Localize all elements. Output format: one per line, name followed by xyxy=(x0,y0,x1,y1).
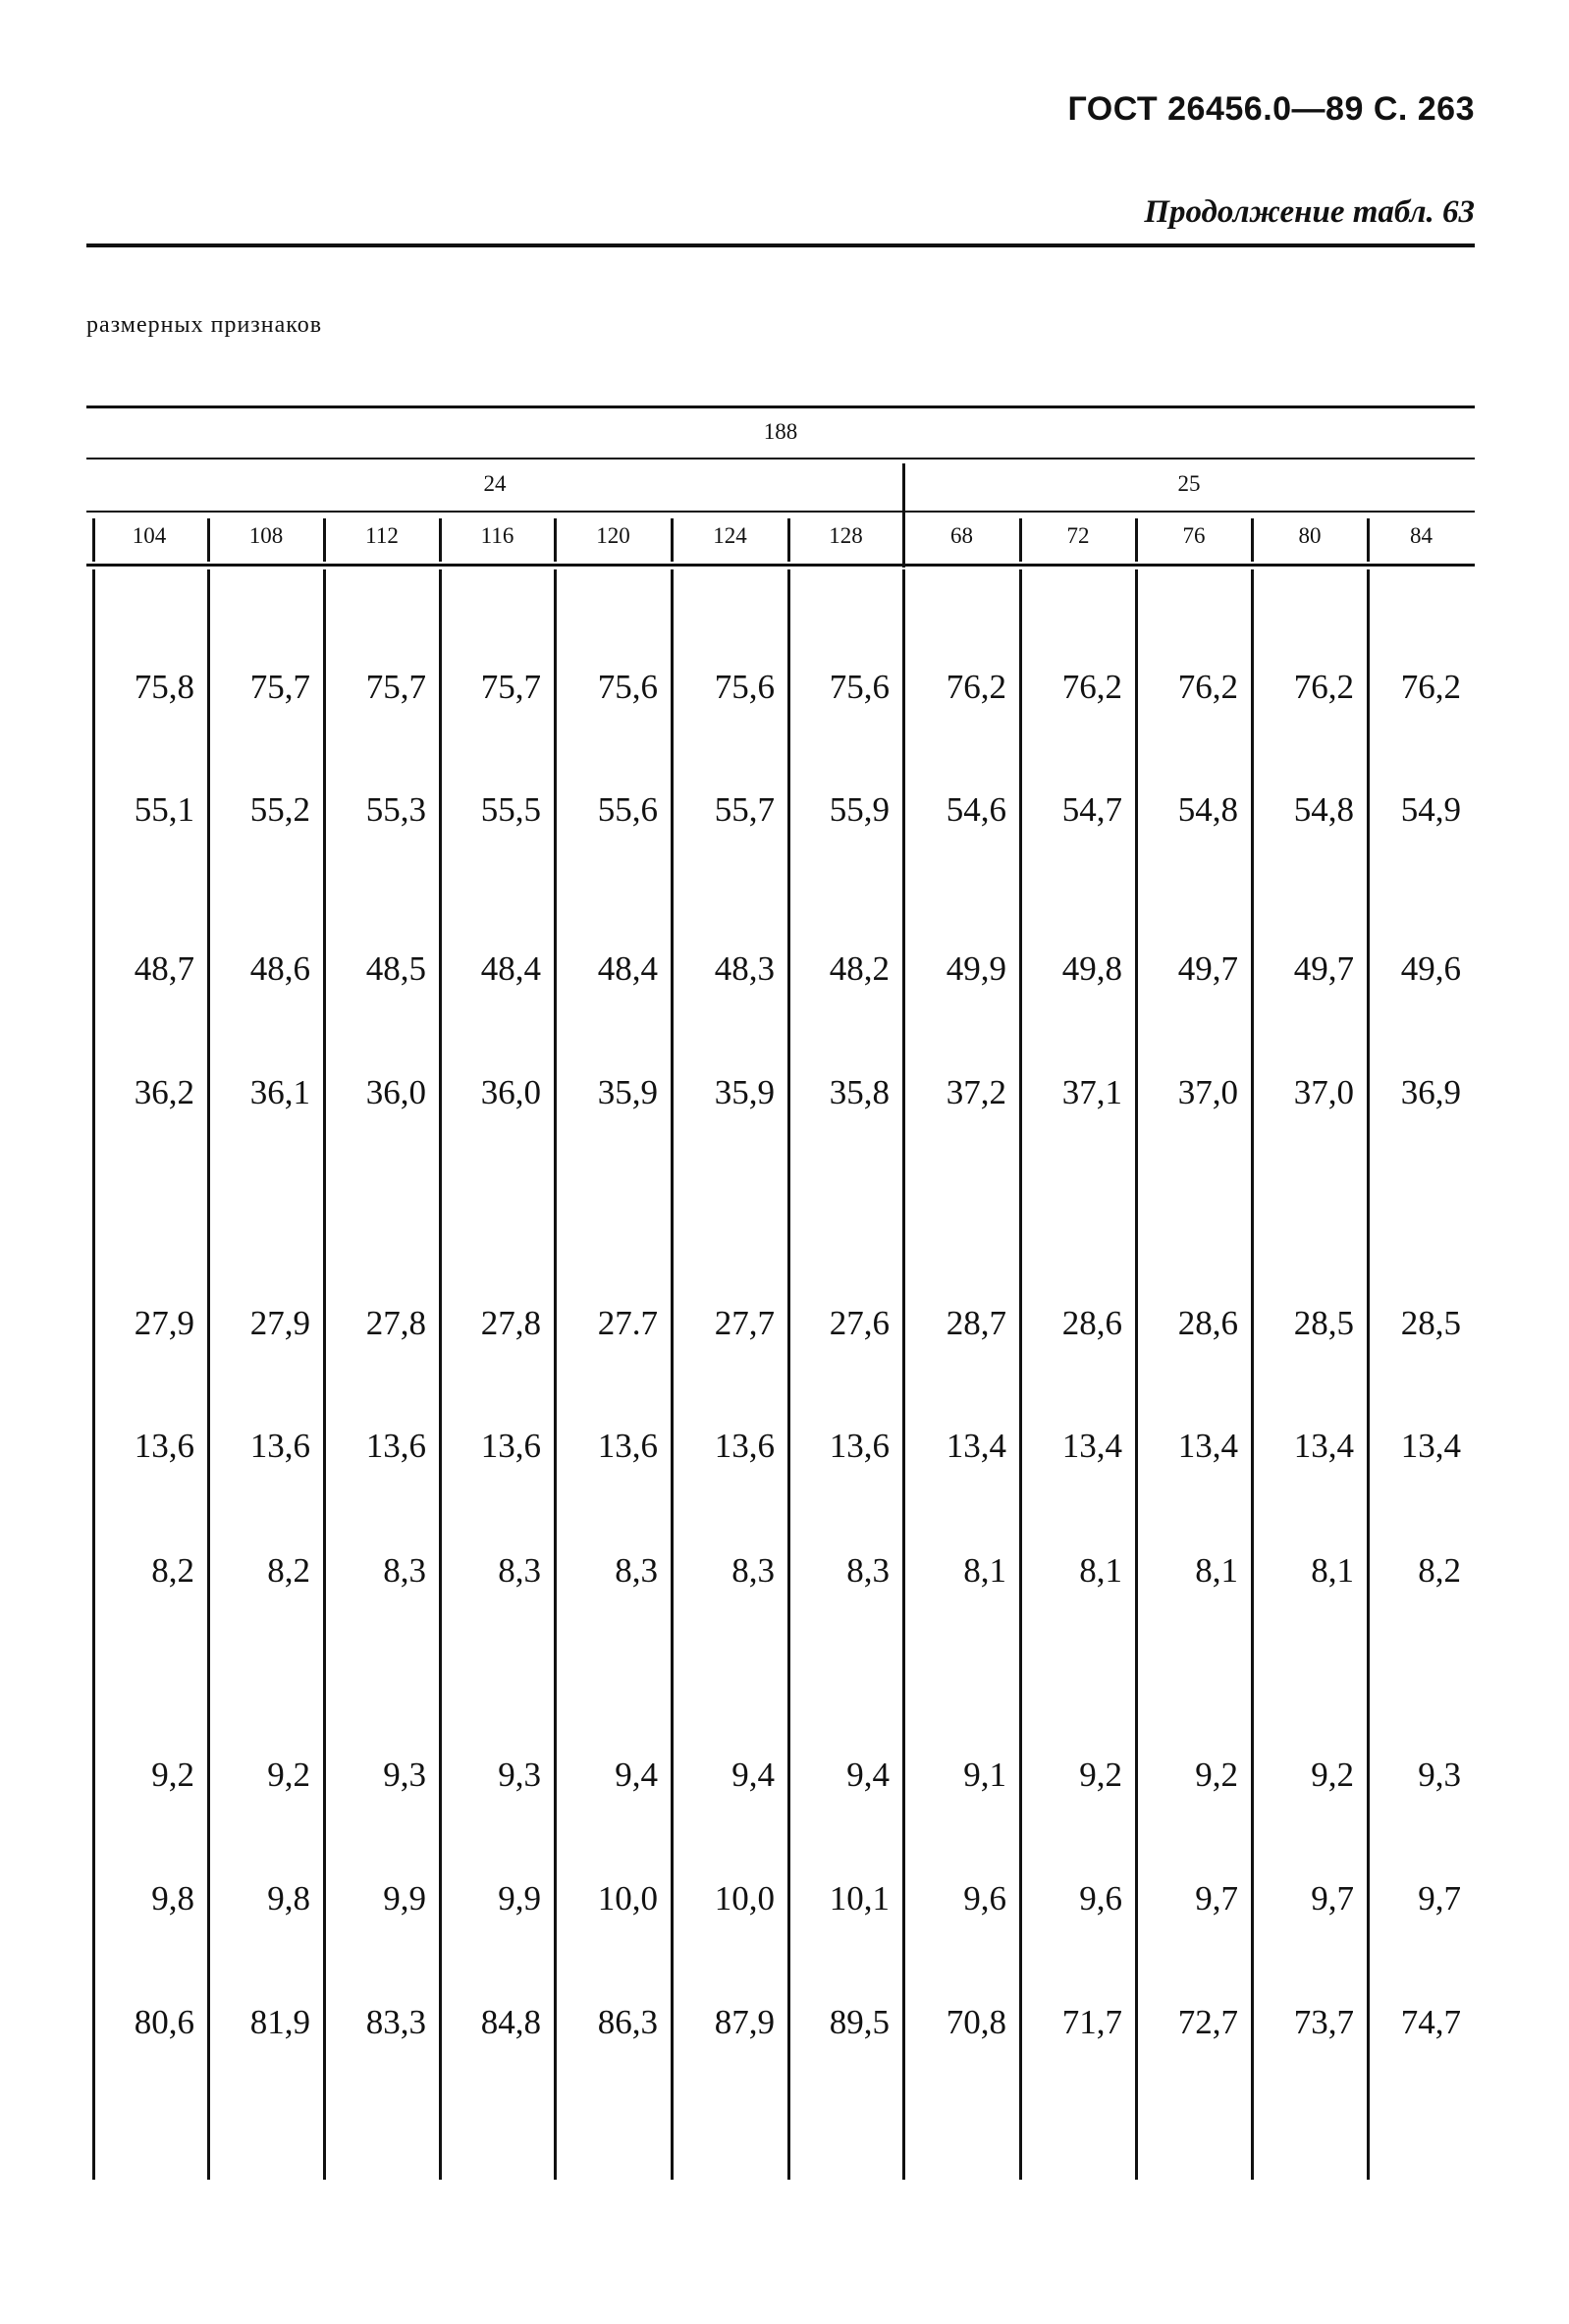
table-cell: 35,9 xyxy=(597,1073,658,1111)
table-cell: 76,2 xyxy=(946,668,1006,706)
table-cell: 75,6 xyxy=(597,668,658,706)
table-cell: 9,4 xyxy=(615,1756,658,1794)
table-cell: 75,8 xyxy=(134,668,194,706)
table-cell: 13,6 xyxy=(829,1427,890,1465)
table-cell: 10,0 xyxy=(714,1879,775,1918)
table-cell: 13,4 xyxy=(1061,1427,1122,1465)
table-cell: 28,6 xyxy=(1177,1304,1238,1342)
column-header-80: 80 xyxy=(1298,523,1322,548)
table-cell: 9,3 xyxy=(498,1756,541,1794)
table-cell: 9,6 xyxy=(1079,1879,1122,1918)
table-cell: 10,1 xyxy=(829,1879,890,1918)
table-cell: 13,4 xyxy=(1177,1427,1238,1465)
table-cell: 13,4 xyxy=(946,1427,1006,1465)
table-cell: 13,4 xyxy=(1293,1427,1354,1465)
table-cell: 9,4 xyxy=(846,1756,890,1794)
table-cell: 36,0 xyxy=(480,1073,541,1111)
table-cell: 49,9 xyxy=(946,949,1006,988)
table-cell: 49,7 xyxy=(1177,949,1238,988)
table-continuation-label: Продолжение табл. 63 xyxy=(1144,194,1475,230)
column-header-divider xyxy=(554,518,557,562)
table-cell: 36,0 xyxy=(365,1073,426,1111)
table-cell: 28,5 xyxy=(1293,1304,1354,1342)
column-header-108: 108 xyxy=(248,523,284,548)
table-cell: 55,7 xyxy=(714,790,775,829)
table-cell: 76,2 xyxy=(1061,668,1122,706)
table-cell: 9,9 xyxy=(498,1879,541,1918)
table-cell: 9,7 xyxy=(1418,1879,1461,1918)
column-header-divider xyxy=(1019,518,1022,562)
table-cell: 9,7 xyxy=(1311,1879,1354,1918)
table-cell: 48,7 xyxy=(134,949,194,988)
table-cell: 9,2 xyxy=(267,1756,310,1794)
table-cell: 9,3 xyxy=(1418,1756,1461,1794)
table-cell: 8,1 xyxy=(1195,1551,1238,1590)
group-header-24: 24 xyxy=(483,471,507,496)
column-header-128: 128 xyxy=(829,523,863,548)
table-cell: 35,9 xyxy=(714,1073,775,1111)
column-header-72: 72 xyxy=(1066,523,1090,548)
table-cell: 36,2 xyxy=(134,1073,194,1111)
table-cell: 54,8 xyxy=(1177,790,1238,829)
table-cell: 9,3 xyxy=(383,1756,426,1794)
table-cell: 71,7 xyxy=(1061,2003,1122,2041)
column-header-divider xyxy=(439,518,442,562)
table-cell: 9,8 xyxy=(151,1879,194,1918)
table-cell: 13,6 xyxy=(597,1427,658,1465)
table-cell: 70,8 xyxy=(946,2003,1006,2041)
table-cell: 55,9 xyxy=(829,790,890,829)
table-cell: 75,7 xyxy=(480,668,541,706)
table-cell: 9,2 xyxy=(151,1756,194,1794)
table-cell: 54,6 xyxy=(946,790,1006,829)
table-cell: 55,6 xyxy=(597,790,658,829)
table-cell: 48,5 xyxy=(365,949,426,988)
table-cell: 37,2 xyxy=(946,1073,1006,1111)
table-cell: 72,7 xyxy=(1177,2003,1238,2041)
table-cell: 54,7 xyxy=(1061,790,1122,829)
table-cell: 9,7 xyxy=(1195,1879,1238,1918)
table-cell: 54,8 xyxy=(1293,790,1354,829)
table-cell: 9,4 xyxy=(731,1756,775,1794)
table-rule-under-188 xyxy=(86,458,1475,459)
table-cell: 76,2 xyxy=(1400,668,1461,706)
table-cell: 48,3 xyxy=(714,949,775,988)
table-cell: 9,2 xyxy=(1195,1756,1238,1794)
table-cell: 27,9 xyxy=(249,1304,310,1342)
table-cell: 13,6 xyxy=(714,1427,775,1465)
table-cell: 9,1 xyxy=(963,1756,1006,1794)
table-cell: 27,8 xyxy=(480,1304,541,1342)
table-top-rule xyxy=(86,405,1475,408)
table-cell: 75,6 xyxy=(829,668,890,706)
table-cell: 49,8 xyxy=(1061,949,1122,988)
column-header-124: 124 xyxy=(713,523,747,548)
table-cell: 55,5 xyxy=(480,790,541,829)
table-cell: 27,9 xyxy=(134,1304,194,1342)
table-cell: 75,7 xyxy=(365,668,426,706)
table-cell: 9,6 xyxy=(963,1879,1006,1918)
table-cell: 48,4 xyxy=(480,949,541,988)
table-cell: 8,2 xyxy=(267,1551,310,1590)
column-header-120: 120 xyxy=(596,523,630,548)
table-cell: 55,3 xyxy=(365,790,426,829)
table-cell: 35,8 xyxy=(829,1073,890,1111)
table-cell: 75,7 xyxy=(249,668,310,706)
table-cell: 48,2 xyxy=(829,949,890,988)
table-cell: 8,2 xyxy=(1418,1551,1461,1590)
table-cell: 9,8 xyxy=(267,1879,310,1918)
table-rule-under-groups xyxy=(86,511,1475,513)
table-cell: 87,9 xyxy=(714,2003,775,2041)
table-cell: 36,1 xyxy=(249,1073,310,1111)
table-cell: 8,3 xyxy=(615,1551,658,1590)
group-divider xyxy=(902,463,905,567)
table-cell: 28,6 xyxy=(1061,1304,1122,1342)
table-cell: 81,9 xyxy=(249,2003,310,2041)
table-cell: 27,7 xyxy=(714,1304,775,1342)
table-cell: 8,1 xyxy=(1311,1551,1354,1590)
table-cell: 28,5 xyxy=(1400,1304,1461,1342)
column-header-divider xyxy=(207,518,210,562)
column-header-68: 68 xyxy=(950,523,973,548)
table-cell: 13,6 xyxy=(365,1427,426,1465)
table-rule-under-columns xyxy=(86,564,1475,567)
header-cell-188: 188 xyxy=(763,419,798,444)
column-header-divider xyxy=(92,518,95,562)
table-cell: 80,6 xyxy=(134,2003,194,2041)
table-cell: 49,6 xyxy=(1400,949,1461,988)
table-cell: 37,0 xyxy=(1293,1073,1354,1111)
table-cell: 86,3 xyxy=(597,2003,658,2041)
table-cell: 27,6 xyxy=(829,1304,890,1342)
section-caption: размерных признаков xyxy=(86,312,323,338)
table-cell: 8,3 xyxy=(731,1551,775,1590)
table-cell: 48,6 xyxy=(249,949,310,988)
column-header-76: 76 xyxy=(1182,523,1206,548)
table-cell: 10,0 xyxy=(597,1879,658,1918)
table-cell: 48,4 xyxy=(597,949,658,988)
table-cell: 9,2 xyxy=(1311,1756,1354,1794)
table-cell: 74,7 xyxy=(1400,2003,1461,2041)
column-header-84: 84 xyxy=(1410,523,1433,548)
table-cell: 8,3 xyxy=(846,1551,890,1590)
page-header-title: ГОСТ 26456.0—89 С. 263 xyxy=(1067,90,1475,128)
table-cell: 55,1 xyxy=(134,790,194,829)
table-cell: 37,0 xyxy=(1177,1073,1238,1111)
table-cell: 13,6 xyxy=(480,1427,541,1465)
column-header-112: 112 xyxy=(365,523,399,548)
table-cell: 9,2 xyxy=(1079,1756,1122,1794)
table-cell: 13,6 xyxy=(249,1427,310,1465)
column-header-divider xyxy=(787,518,790,562)
table-cell: 8,2 xyxy=(151,1551,194,1590)
column-header-116: 116 xyxy=(480,523,514,548)
table-cell: 8,1 xyxy=(1079,1551,1122,1590)
table-cell: 76,2 xyxy=(1293,668,1354,706)
table-cell: 49,7 xyxy=(1293,949,1354,988)
table-cell: 36,9 xyxy=(1400,1073,1461,1111)
table-cell: 75,6 xyxy=(714,668,775,706)
table-cell: 83,3 xyxy=(365,2003,426,2041)
column-header-divider xyxy=(1251,518,1254,562)
table-cell: 55,2 xyxy=(249,790,310,829)
column-header-104: 104 xyxy=(132,523,167,548)
table-cell: 89,5 xyxy=(829,2003,890,2041)
table-cell: 8,1 xyxy=(963,1551,1006,1590)
column-header-divider xyxy=(671,518,674,562)
table-cell: 9,9 xyxy=(383,1879,426,1918)
table-cell: 13,4 xyxy=(1400,1427,1461,1465)
table-cell: 76,2 xyxy=(1177,668,1238,706)
column-header-divider xyxy=(1367,518,1370,562)
column-header-divider xyxy=(323,518,326,562)
table-cell: 37,1 xyxy=(1061,1073,1122,1111)
group-header-25: 25 xyxy=(1177,471,1201,496)
table-cell: 84,8 xyxy=(480,2003,541,2041)
header-rule xyxy=(86,243,1475,247)
table-cell: 27.7 xyxy=(597,1304,658,1342)
table-cell: 73,7 xyxy=(1293,2003,1354,2041)
table-cell: 13,6 xyxy=(134,1427,194,1465)
table-cell: 8,3 xyxy=(383,1551,426,1590)
table-cell: 54,9 xyxy=(1400,790,1461,829)
column-header-divider xyxy=(1135,518,1138,562)
table-cell: 8,3 xyxy=(498,1551,541,1590)
table-cell: 27,8 xyxy=(365,1304,426,1342)
table-cell: 28,7 xyxy=(946,1304,1006,1342)
